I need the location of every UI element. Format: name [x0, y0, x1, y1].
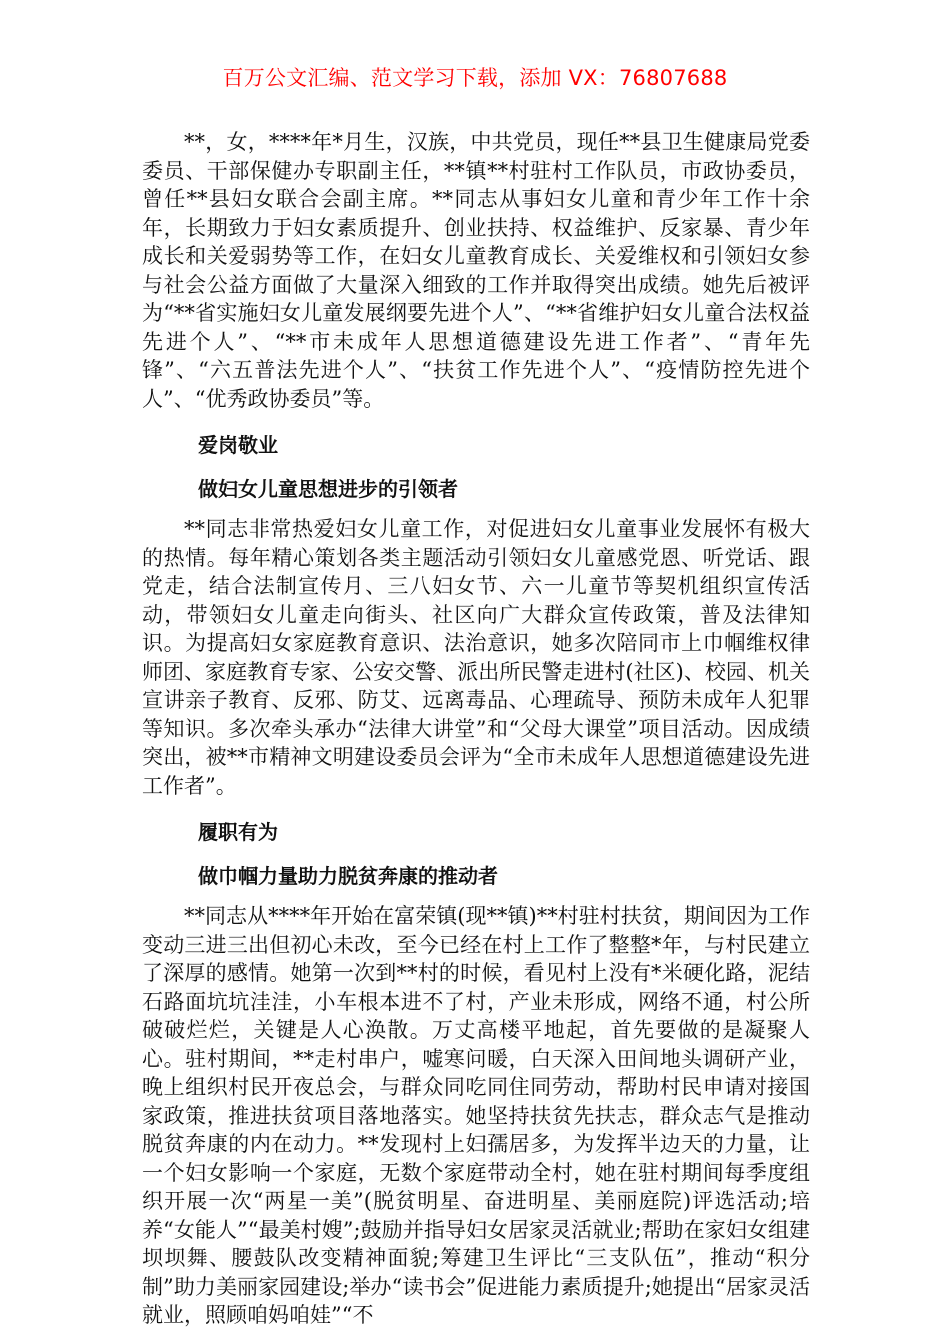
section-2-title: 履职有为 — [198, 820, 278, 844]
section-1-subtitle: 做妇女儿童思想进步的引领者 — [198, 477, 458, 501]
header-banner: 百万公文汇编、范文学习下载，添加 VX：76807688 — [222, 66, 728, 90]
section-2-paragraph: **同志从****年开始在富荣镇(现**镇)**村驻村扶贫，期间因为工作变动三进三出但初心未改，至今已经在村上工作了整整*年，与村民建立了深厚的感情。她第一次到**村的时候，看见村上没有*米硬化路，泥结石路面坑坑洼洼，小车根本进不了村，产业未形成，网络不通，村公所破破烂烂，关键是人心涣散。万丈高楼平地起，首先要做的是凝聚人心。驻村期间，**走村串户，嘘寒问暖，白天深入田间地头调研产业，晚上组织村民开夜总会，与群众同吃同住同劳动，帮助村民申请对接国家政策，推进扶贫项目落地落实。她坚持扶贫先扶志，群众志气是推动脱贫奔康的内在动力。**发现村上妇孺居多，为发挥半边天的力量，让一个妇女影响一个家庭，无数个家庭带动全村，她在驻村期间每季度组织开展一次“两星一美”(脱贫明星、奋进明星、美丽庭院)评选活动;培养“女能人”“最美村嫂”;鼓励并指导妇女居家灵活就业;帮助在家妇女组建坝坝舞、腰鼓队改变精神面貌;筹建卫生评比“三支队伍”，推动“积分制”助力美丽家园建设;举办“读书会”促进能力素质提升;她提出“居家灵活就业，照顾咱妈咱娃”“不 — [142, 904, 810, 1327]
document-body — [142, 128, 810, 1330]
intro-paragraph: **，女，****年*月生，汉族，中共党员，现任**县卫生健康局党委委员、干部保健办专职副主任，**镇**村驻村工作队员，市政协委员，曾任**县妇女联合会副主席。**同志从事妇女儿童和青少年工作十余年，长期致力于妇女素质提升、创业扶持、权益维护、反家暴、青少年成长和关爱弱势等工作，在妇女儿童教育成长、关爱维权和引领妇女参与社会公益方面做了大量深入细致的工作并取得突出成绩。她先后被评为“**省实施妇女儿童发展纲要先进个人”、“**省维护妇女儿童合法权益先进个人”、“**市未成年人思想道德建设先进工作者”、“青年先锋”、“六五普法先进个人”、“扶贫工作先进个人”、“疫情防控先进个人”、“优秀政协委员”等。 — [142, 130, 810, 411]
section-2-subtitle: 做巾帼力量助力脱贫奔康的推动者 — [198, 864, 498, 888]
section-1-paragraph: **同志非常热爱妇女儿童工作，对促进妇女儿童事业发展怀有极大的热情。每年精心策划各类主题活动引领妇女儿童感党恩、听党话、跟党走，结合法制宣传月、三八妇女节、六一儿童节等契机组织宣传活动，带领妇女儿童走向街头、社区向广大群众宣传政策，普及法律知识。为提高妇女家庭教育意识、法治意识，她多次陪同市上巾帼维权律师团、家庭教育专家、公安交警、派出所民警走进村(社区)、校园、机关宣讲亲子教育、反邪、防艾、远离毒品、心理疏导、预防未成年人犯罪等知识。多次牵头承办“法律大讲堂”和“父母大课堂”项目活动。因成绩突出，被**市精神文明建设委员会评为“全市未成年人思想道德建设先进工作者”。 — [142, 517, 810, 798]
section-1-title: 爱岗敬业 — [198, 433, 278, 457]
